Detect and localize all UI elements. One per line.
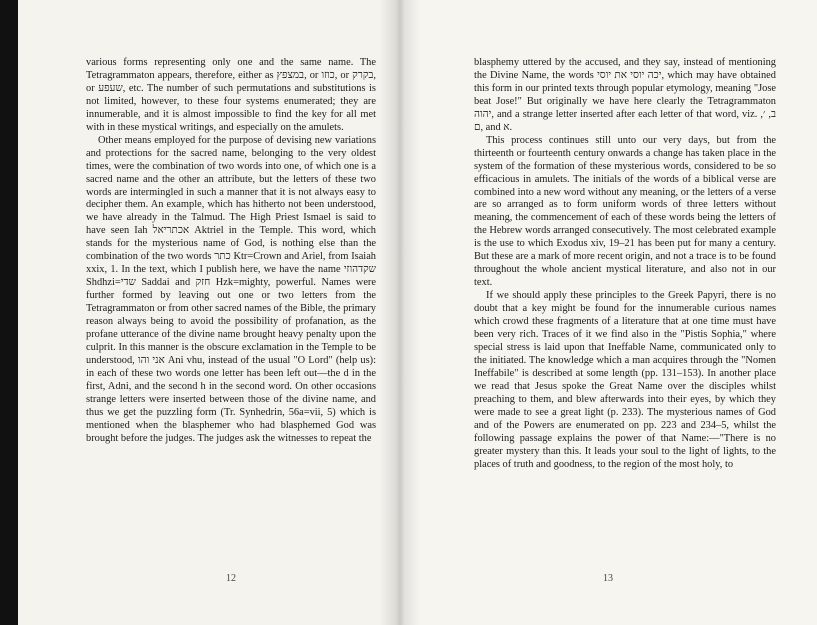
left-paragraph-1: various forms representing only one and the same name. The Tetragrammaton appears, therefore, either as במצפץ, or כוזו, or בקרק, or שעפע, etc. The number of such permutations and substitutions is not limited, however, to these four systems enumerated; they are innumerable, and it is almost impossible to find the key for all met with in these mystical writings, and especially on the amulets.: [86, 57, 377, 133]
left-paragraph-2: Other means employed for the purpose of devising new variations and protections for the sacred name, belonging to the very oldest times, were the combination of two words into one, of which one is a sacred name and the other an attribute, but the letters of these two words are intermingled in such a manner that it is not always easy to decipher them. An example, which has hitherto not been understood, we have already in the Talmud. The High Priest Ismael is said to have seen Iah אכתריאל Aktriel in the Temple. This word, which stands for the mysterious name of God, is nothing else than the combination of the two words כתר Ktr=Crown and Ariel, from Isaiah xxix, 1. In the text, which I publish here, we have the name שקדהוזי Shdhzi=שדי Saddai and חזק Hzk=mighty, powerful. Names were further formed by leaving out one or two letters from the Tetragrammaton or from other sacred names of the Bible, the primary reason always being to avoid the possibility of profanation, as the profane utterance of the divine name brought heavy penalty upon the culprit. In this manner is the obscure exclamation in the Temple to be understood, אני והו Ani vhu, instead of the usual "O Lord" (help us): in each of these two words one letter has been left out—the d in the first, Adni, and the second h in the second word. On other occasions strange letters were inserted between those of the divine name, and thus we get the puzzling form (Tr. Synhedrin, 56a=vii, 5) which is mentioned when the blasphemer who had blasphemed God was brought before the judges. The judges ask the witnesses to repeat the: [86, 134, 377, 444]
right-page-number: 13: [603, 573, 613, 584]
left-page-text: [86, 57, 376, 446]
left-page-number: 12: [226, 573, 236, 584]
right-page-text: [474, 57, 776, 472]
right-paragraph-2: This process continues still unto our very days, but from the thirteenth or fourteenth century onwards a change has taken place in the system of the formation of these mysterious words, considered to be so efficacious in amulets. The initials of the words of a biblical verse are combined into a new word without any meaning, or the letters of a verse are so arranged as to form uniform words of three letters without meaning, the commencement of each of these words being the letters of the Hebrew words arranged consecutively. The most celebrated example is the use to which Exodus xiv, 19–21 has been put for many a century. But these are a mark of more recent origin, and not a trace is to be found throughout the whole ancient mystical literature, and also not in our text.: [474, 134, 776, 289]
right-paragraph-1: blasphemy uttered by the accused, and they say, instead of mentioning the Divine Name, the words יכה יוסי את יוסי, which may have obtained this form in our printed texts through popular etymology, meaning "Jose beat Jose!" But originally we have here clearly the Tetragrammaton יהוה, and a strange letter inserted after each letter of that word, viz. ב, ׳, ם, and א.: [474, 57, 776, 133]
book-gutter: [380, 0, 420, 625]
right-paragraph-3: If we should apply these principles to the Greek Papyri, there is no doubt that a key might be found for the innumerable curious names which crowd these fragments of a literature that at one time must have been very rich. Traces of it we find also in the "Pistis Sophia," where special stress is laid upon that Ineffable Name, communicated only to the initiated. The knowledge which a man acquires through the "Nomen Ineffabile" is described at some length (pp. 131–153). In another place we read that Jesus spoke the Great Name over the disciples whilst preaching to them, and blew afterwards into their eyes, by which they were made to see a great light (p. 233). The mysterious names of God and of the Powers are enumerated on pp. 223 and 234–5, whilst the following passage explains the power of that Name:—"There is no greater mystery than this. It leads your soul to the light of lights, to the places of truth and goodness, to the region of the most holy, to: [474, 290, 776, 470]
book-edge-shadow: [0, 0, 18, 625]
